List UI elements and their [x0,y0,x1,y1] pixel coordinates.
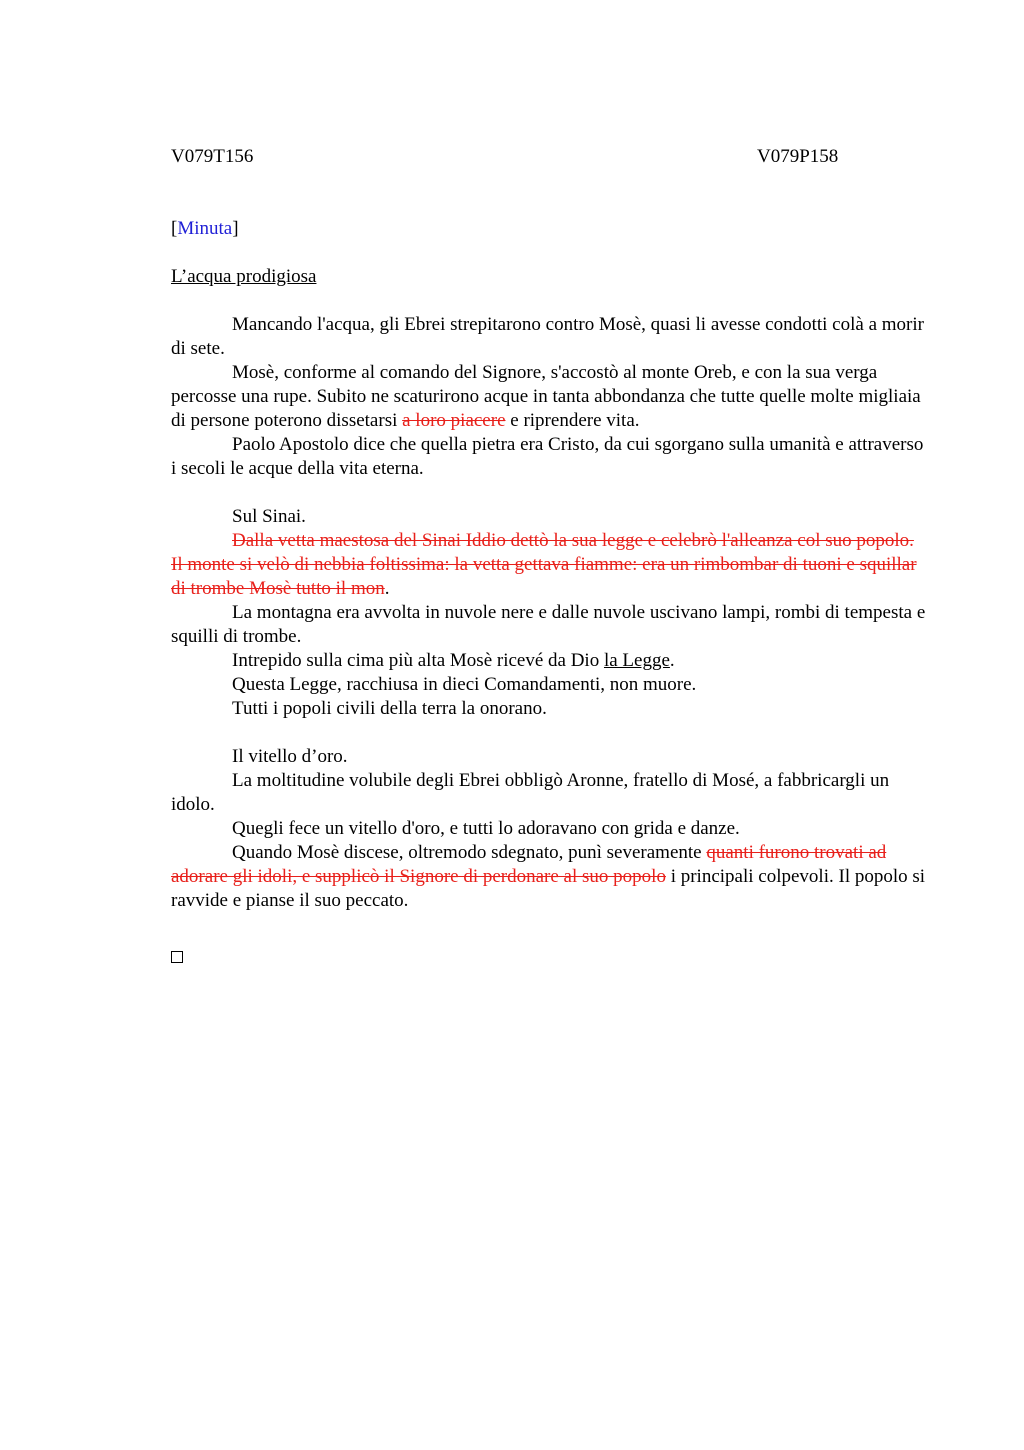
document-title: L’acqua prodigiosa [171,266,317,287]
document-page [171,145,926,970]
square-end-icon [171,951,183,963]
paragraph [171,361,926,433]
section-heading-sinai: Sul Sinai. [232,506,306,527]
paragraph: Paolo Apostolo dice che quella pietra era Cristo, da cui sgorgano sulla umanità e attraverso i secoli le acque della vita eterna. [171,434,924,479]
document-body [171,313,926,913]
text-run: e riprendere vita. [505,410,640,431]
text-run: i principali colpevoli. Il popolo si ravvide e pianse il suo peccato. [171,866,926,911]
paragraph: Mancando l'acqua, gli Ebrei strepitarono contro Mosè, quasi li avesse condotti colà a morir di sete. [171,314,924,359]
document-tag [171,217,926,241]
document-header [171,145,926,169]
paragraph [171,649,926,673]
paragraph: Tutti i popoli civili della terra la onorano. [232,698,547,719]
text-run: Quando Mosè discese, oltremodo sdegnato, punì severamente [232,842,707,863]
paragraph: La moltitudine volubile degli Ebrei obbligò Aronne, fratello di Mosé, a fabbricargli un idolo. [171,770,890,815]
paragraph [171,841,926,913]
text-run: Mosè, conforme al comando del Signore, s'accostò al monte Oreb, e con la sua verga percosse una rupe. Subito ne scaturirono acque in tanta abbondanza che tutte quelle molte migliaia di persone poterono dissetarsi [171,362,921,431]
document-code-left: V079T156 [171,146,254,167]
text-run: . [669,650,675,671]
paragraph: La montagna era avvolta in nuvole nere e dalle nuvole uscivano lampi, rombi di tempesta e squilli di trombe. [171,602,926,647]
section-heading-vitello: Il vitello d’oro. [232,746,348,767]
tag-close-bracket: ] [232,218,239,239]
end-marker [171,913,926,970]
paragraph: Quegli fece un vitello d'oro, e tutti lo adoravano con grida e danze. [232,818,740,839]
text-run: . [384,578,390,599]
paragraph [171,529,926,601]
deleted-text: quanti furono trovati ad adorare gli idoli, e supplicò il Signore di perdonare al suo popolo [171,842,887,887]
minuta-link[interactable]: Minuta [177,218,233,239]
tag-open-bracket: [ [171,218,178,239]
document-code-right: V079P158 [757,146,839,167]
paragraph: Questa Legge, racchiusa in dieci Comandamenti, non muore. [232,674,697,695]
underlined-text: la Legge [603,650,670,671]
text-run: Intrepido sulla cima più alta Mosè ricevé da Dio [232,650,604,671]
deleted-text: a loro piacere [402,410,506,431]
deleted-text: Dalla vetta maestosa del Sinai Iddio dettò la sua legge e celebrò l'alleanza col suo popolo. Il monte si velò di nebbia foltissima: la vetta gettava fiamme: era un rimbombar di tuoni e squillar di trombe Mosè tutto il mon [171,530,917,599]
